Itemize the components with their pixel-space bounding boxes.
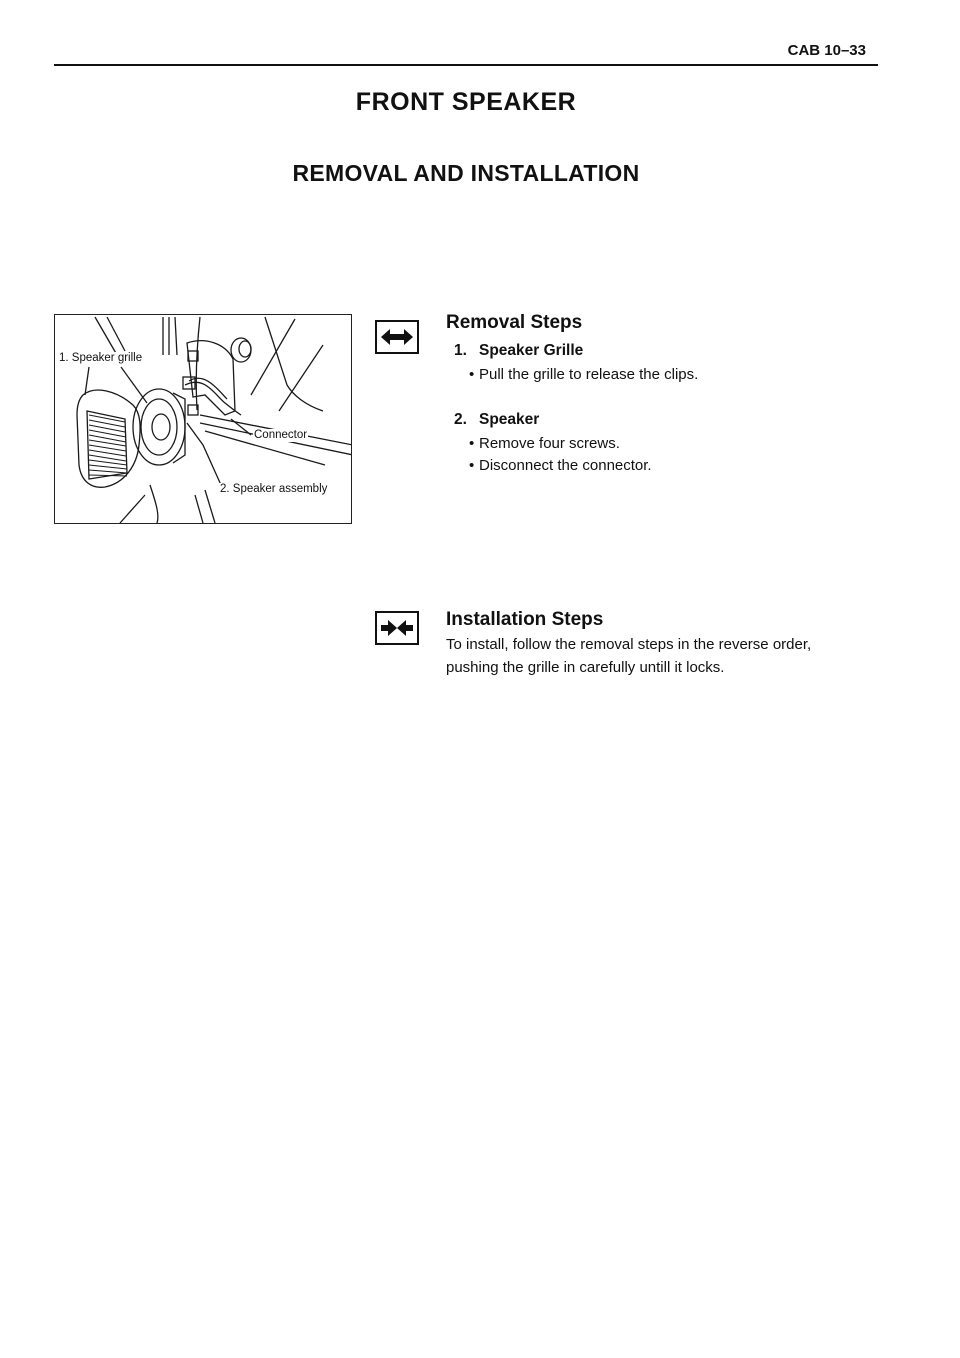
removal-step-1 <box>454 342 583 360</box>
installation-arrows-icon <box>375 611 419 645</box>
removal-step-2-bullet: • Remove four screws. <box>469 435 620 452</box>
step-number: 1. <box>454 342 467 359</box>
installation-text <box>446 633 866 679</box>
removal-step-1-bullet: • Pull the grille to release the clips. <box>469 366 698 383</box>
speaker-illustration <box>54 314 352 524</box>
removal-steps-title: Removal Steps <box>446 312 583 333</box>
step-name: Speaker Grille <box>479 342 584 359</box>
installation-line-2: pushing the grille in carefully untill it locks. <box>446 659 725 676</box>
step-number: 2. <box>454 411 467 428</box>
page-code: CAB 10–33 <box>787 42 866 59</box>
removal-step-2 <box>454 411 539 429</box>
installation-line-1: To install, follow the removal steps in the reverse order, <box>446 636 812 653</box>
header-rule <box>54 64 878 66</box>
removal-arrows-icon <box>375 320 419 354</box>
callout-connector: Connector <box>254 429 308 441</box>
step-name: Speaker <box>479 411 540 428</box>
installation-steps-title: Installation Steps <box>446 609 604 630</box>
callout-speaker-assembly: 2. Speaker assembly <box>220 483 328 495</box>
callout-speaker-grille: 1. Speaker grille <box>59 352 143 364</box>
page-subtitle: REMOVAL AND INSTALLATION <box>292 160 640 186</box>
page-title: FRONT SPEAKER <box>355 88 577 116</box>
removal-step-2-bullet: • Disconnect the connector. <box>469 457 652 474</box>
